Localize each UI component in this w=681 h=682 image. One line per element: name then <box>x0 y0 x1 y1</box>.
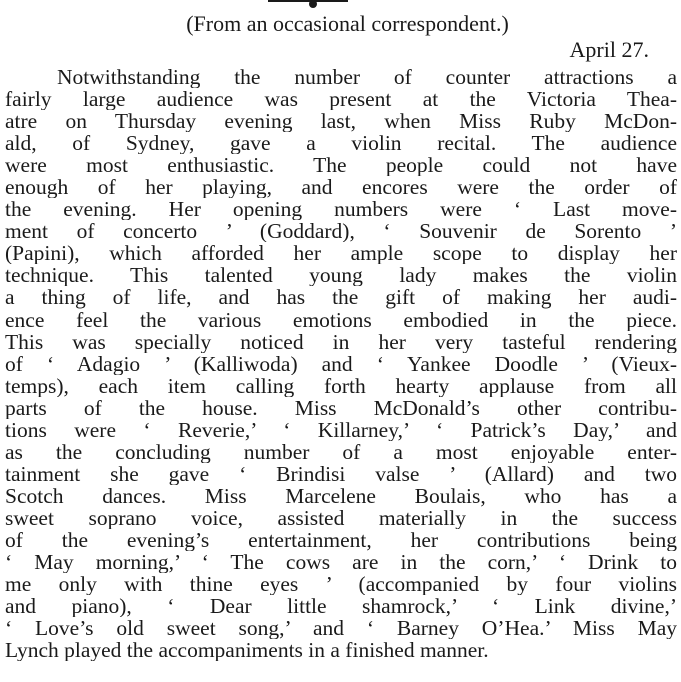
article-line: fairly large audience was present at the Victoria Thea- <box>5 88 677 111</box>
dateline: April 27. <box>569 37 649 62</box>
header-rule <box>268 0 348 2</box>
article-line: ‘ May morning,’ ‘ The cows are in the corn,’ ‘ Drink to <box>5 551 677 574</box>
header-dot-ornament <box>309 0 317 8</box>
article-line: of ‘ Adagio ’ (Kalliwoda) and ‘ Yankee Doodle ’ (Vieux- <box>5 352 677 375</box>
article-line: parts of the house. Miss McDonald’s other contribu- <box>5 396 677 419</box>
article-line: ald, of Sydney, gave a violin recital. The audience <box>5 132 677 155</box>
article-line: atre on Thursday evening last, when Miss Ruby McDon- <box>5 110 677 133</box>
byline: (From an occasional correspondent.) <box>186 11 509 36</box>
article-line: ence feel the various emotions embodied in the piece. <box>5 308 677 331</box>
article-line: ‘ Love’s old sweet song,’ and ‘ Barney O’Hea.’ Miss May <box>5 617 677 640</box>
article-line: Scotch dances. Miss Marcelene Boulais, who has a <box>5 484 677 507</box>
article-line: temps), each item calling forth hearty applause from all <box>5 374 677 397</box>
article-line: were most enthusiastic. The people could not have <box>5 154 677 177</box>
article-line: enough of her playing, and encores were the order of <box>5 176 677 199</box>
article-line: technique. This talented young lady makes the violin <box>5 264 677 287</box>
article-body <box>5 66 677 661</box>
article-line: tions were ‘ Reverie,’ ‘ Killarney,’ ‘ Patrick’s Day,’ and <box>5 418 677 441</box>
article-line: the evening. Her opening numbers were ‘ Last move- <box>5 198 677 221</box>
article-line: ment of concerto ’ (Goddard), ‘ Souvenir de Sorento ’ <box>5 220 677 243</box>
article-line: sweet soprano voice, assisted materially in the success <box>5 506 677 529</box>
article-line: of the evening’s entertainment, her contributions being <box>5 528 677 552</box>
article-line: and piano), ‘ Dear little shamrock,’ ‘ Link divine,’ <box>5 595 677 618</box>
article-line: tainment she gave ‘ Brindisi valse ’ (Allard) and two <box>5 462 677 485</box>
article-line: Lynch played the accompaniments in a finished manner. <box>5 639 489 662</box>
article-line: (Papini), which afforded her ample scope to display her <box>5 242 677 265</box>
article-line: as the concluding number of a most enjoyable enter- <box>5 440 677 463</box>
article-line: a thing of life, and has the gift of making her audi- <box>5 286 677 309</box>
article-line: This was specially noticed in her very tasteful rendering <box>5 330 677 353</box>
article-line: Notwithstanding the number of counter attractions a <box>57 66 677 89</box>
article-line: me only with thine eyes ’ (accompanied by four violins <box>5 573 677 596</box>
